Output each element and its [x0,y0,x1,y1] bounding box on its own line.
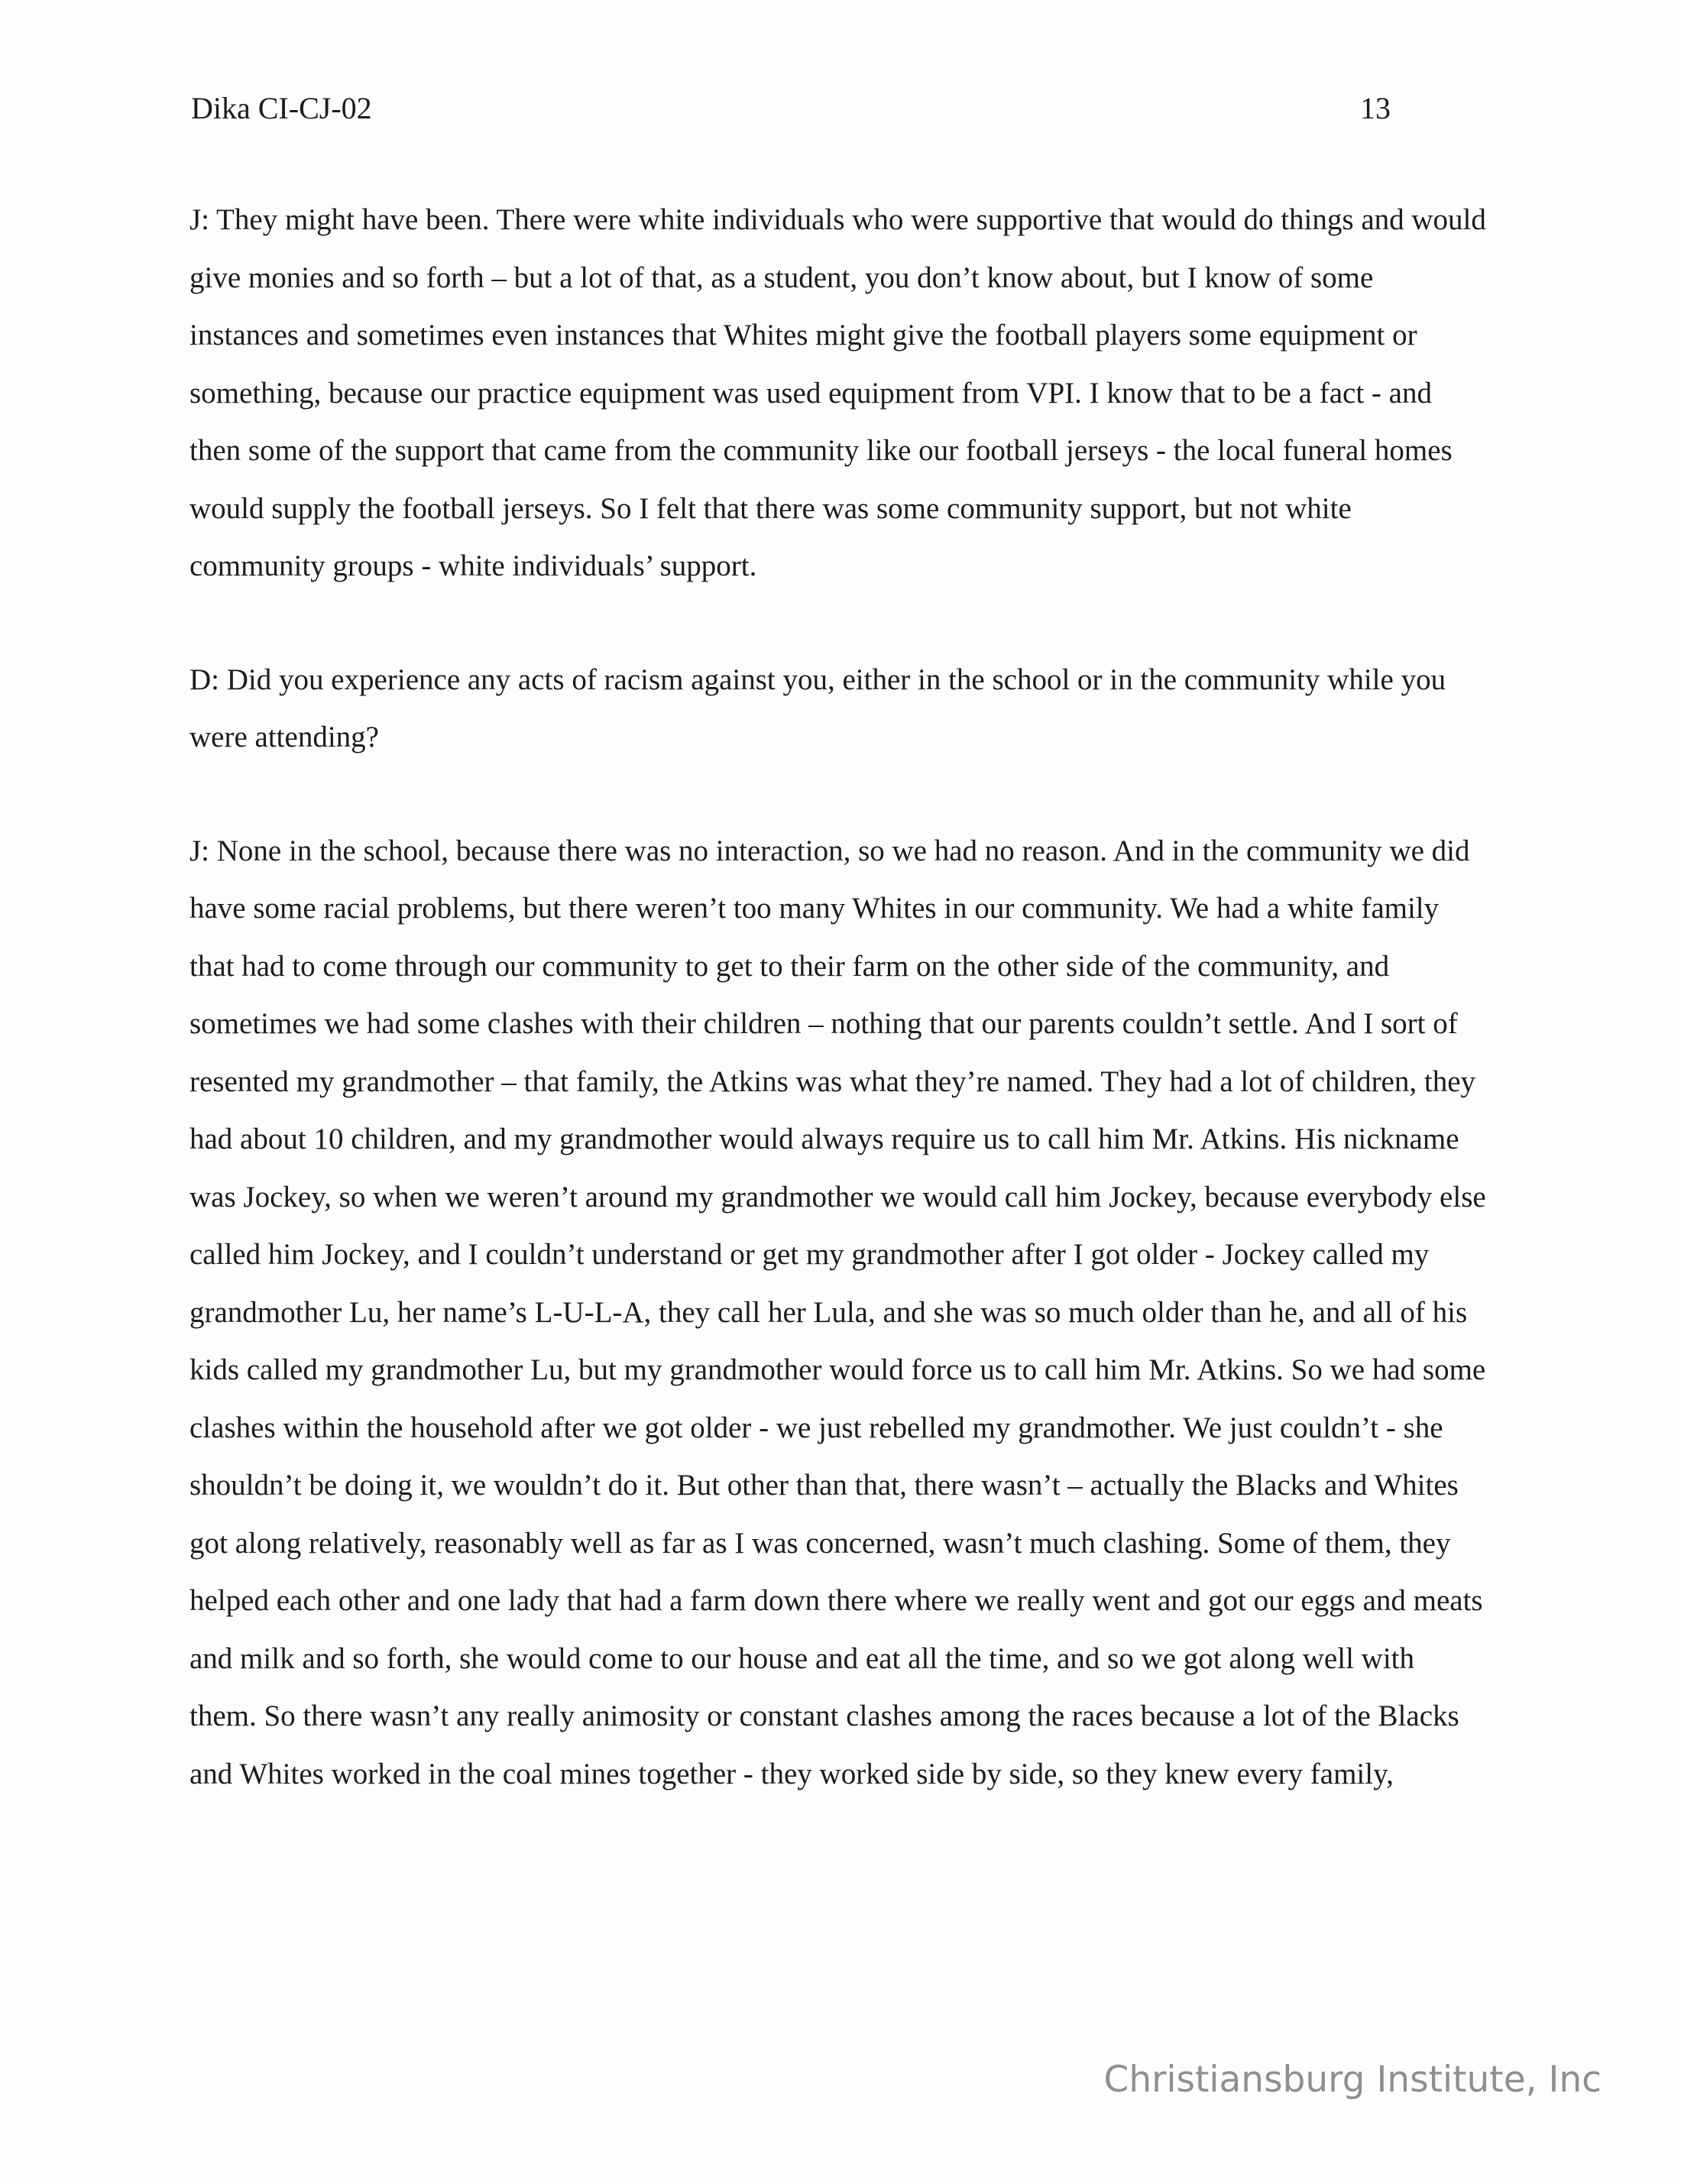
paragraph-j-community-support: J: They might have been. There were white individuals who were supportive that would do things and would give monies and so forth – but a lot of that, as a student, you don’t know about, but I know of some instances and sometimes even instances that Whites might give the football players some equipment or something, because our practice equipment was used equipment from VPI. I know that to be a fact - and then some of the support that came from the community like our football jerseys - the local funeral homes would supply the football jerseys. So I felt that there was some community support, but not white community groups - white individuals’ support. [189,203,1486,582]
watermark: Christiansburg Institute, Inc [1103,2059,1602,2101]
page-header [191,90,1391,136]
document-id: Dika CI-CJ-02 [191,91,372,125]
paragraph-j-community-relations: J: None in the school, because there was no interaction, so we had no reason. And in the community we did have some racial problems, but there weren’t too many Whites in our community. We had a white family that had to come through our community to get to their farm on the other side of the community, and sometimes we had some clashes with their children – nothing that our parents couldn’t settle. And I sort of resented my grandmother – that family, the Atkins was what they’re named. They had a lot of children, they had about 10 children, and my grandmother would always require us to call him Mr. Atkins. His nickname was Jockey, so when we weren’t around my grandmother we would call him Jockey, because everybody else called him Jockey, and I couldn’t understand or get my grandmother after I got older - Jockey called my grandmother Lu, her name’s L-U-L-A, they call her Lula, and she was so much older than he, and all of his kids called my grandmother Lu, but my grandmother would force us to call him Mr. Atkins. So we had some clashes within the household after we got older - we just rebelled my grandmother. We just couldn’t - she shouldn’t be doing it, we wouldn’t do it. But other than that, there wasn’t – actually the Blacks and Whites got along relatively, reasonably well as far as I was concerned, wasn’t much clashing. Some of them, they helped each other and one lady that had a farm down there where we really went and got our eggs and meats and milk and so forth, she would come to our house and eat all the time, and so we got along well with them. So there wasn’t any really animosity or constant clashes among the races because a lot of the Blacks and Whites worked in the coal mines together - they worked side by side, so they knew every family, [189,834,1486,1790]
transcript-body [189,191,1488,1803]
page-number: 13 [1360,91,1391,125]
paragraph-d-racism-question: D: Did you experience any acts of racism against you, either in the school or in the community while you were attending? [189,663,1446,753]
